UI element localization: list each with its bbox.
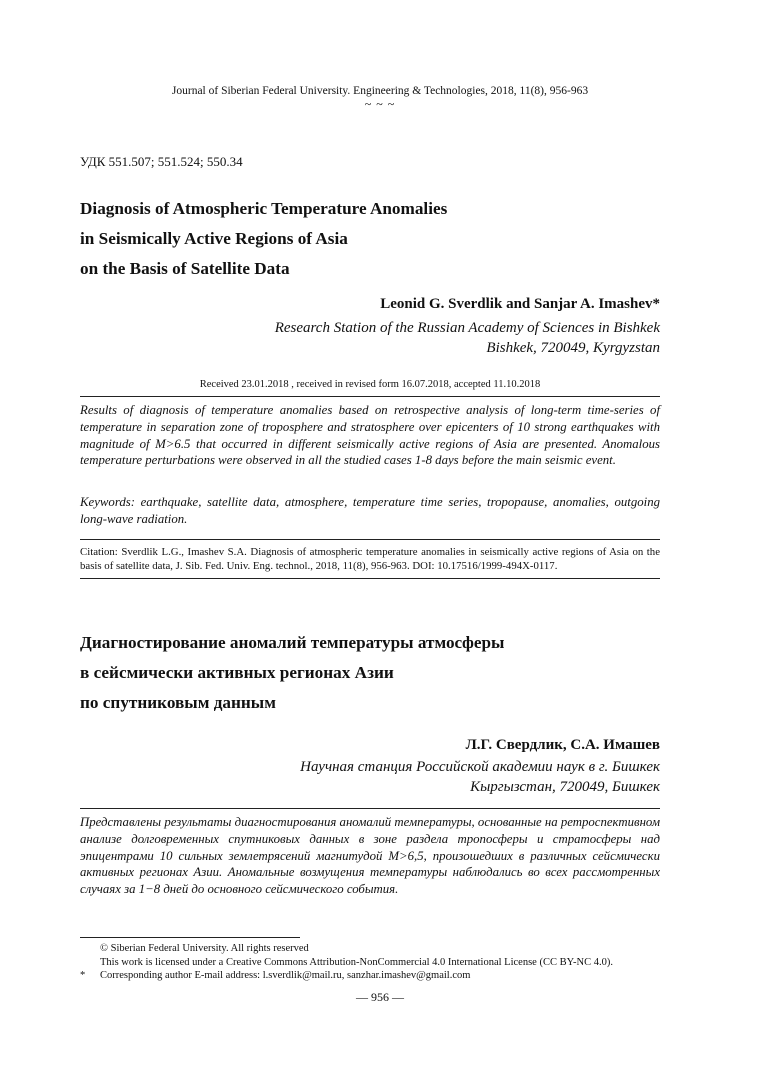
copyright-note: © Siberian Federal University. All rights reserved (100, 943, 309, 954)
license-note: This work is licensed under a Creative Commons Attribution-NonCommercial 4.0 International License (CC BY-NC 4.0). (100, 956, 613, 968)
received-dates: Received 23.01.2018 , received in revised form 16.07.2018, accepted 11.10.2018 (199, 379, 541, 390)
footnote-asterisk: * (80, 970, 86, 981)
english-affiliation (80, 318, 660, 358)
journal-citation-header: Journal of Siberian Federal University. Engineering & Technologies, 2018, 11(8), 956-963 (171, 85, 589, 97)
russian-affiliation (80, 757, 660, 797)
corresponding-author-note: Corresponding author E-mail address: l.sverdlik@mail.ru, sanzhar.imashev@gmail.com (100, 970, 471, 981)
udc-code: УДК 551.507; 551.524; 550.34 (80, 154, 243, 169)
footnote-row (80, 969, 680, 983)
footnote-rule (80, 937, 300, 938)
english-keywords: Keywords: earthquake, satellite data, atmosphere, temperature time series, tropopause, anomalies, outgoing long-wave radiation. (80, 495, 660, 526)
russian-title-line: по спутниковым данным (80, 693, 276, 712)
footnote-row (80, 956, 680, 970)
russian-title-line: Диагностирование аномалий температуры атмосферы (80, 633, 505, 652)
russian-authors: Л.Г. Свердлик, С.А. Имашев (465, 737, 660, 753)
english-abstract: Results of diagnosis of temperature anomalies based on retrospective analysis of long-term time-series of temperature in separation zone of troposphere and stratosphere over epicenters of 10 strong earthquakes with magnitude of M>6.5 that occurred in different seismically active regions of Asia are presented. Anomalous temperature perturbations were observed in all the studied cases 1-8 days before the main seismic event. (80, 403, 660, 468)
russian-affiliation-line: Научная станция Российской академии наук в г. Бишкек (300, 759, 660, 775)
english-authors: Leonid G. Sverdlik and Sanjar A. Imashev* (380, 296, 660, 312)
page-number: — 956 — (356, 990, 404, 1004)
divider (80, 396, 660, 397)
russian-affiliation-line: Кыргызстан, 720049, Бишкек (470, 779, 660, 795)
footnote-row (80, 942, 680, 956)
english-title (80, 194, 660, 284)
divider (80, 539, 660, 540)
divider (80, 578, 660, 579)
russian-abstract: Представлены результаты диагностирования аномалий температуры, основанные на ретроспективном анализе долговременных спутниковых данных в зоне раздела тропосферы и стратосферы над эпицентрами 10 сильных землетрясений магнитудой M>6,5, произошедших в различных сейсмически активных регионах Азии. Аномальные возмущения температуры наблюдались во всех рассмотренных случаях за 1−8 дней до основного сейсмического события. (80, 815, 660, 897)
header-separator: ~ ~ ~ (364, 97, 396, 111)
divider (80, 808, 660, 809)
footnotes (80, 942, 680, 983)
english-title-line: Diagnosis of Atmospheric Temperature Anomalies (80, 199, 448, 218)
english-affiliation-line: Bishkek, 720049, Kyrgyzstan (486, 340, 660, 356)
english-title-line: in Seismically Active Regions of Asia (80, 229, 348, 248)
english-title-line: on the Basis of Satellite Data (80, 259, 290, 278)
russian-title-line: в сейсмически активных регионах Азии (80, 663, 394, 682)
citation-text: Citation: Sverdlik L.G., Imashev S.A. Diagnosis of atmospheric temperature anomalies in seismically active regions of Asia on the basis of satellite data, J. Sib. Fed. Univ. Eng. technol., 2018, 11(8), 956-963. DOI: 10.17516/1999-494X-0117. (80, 546, 660, 572)
russian-title (80, 628, 660, 718)
english-affiliation-line: Research Station of the Russian Academy of Sciences in Bishkek (274, 320, 660, 336)
